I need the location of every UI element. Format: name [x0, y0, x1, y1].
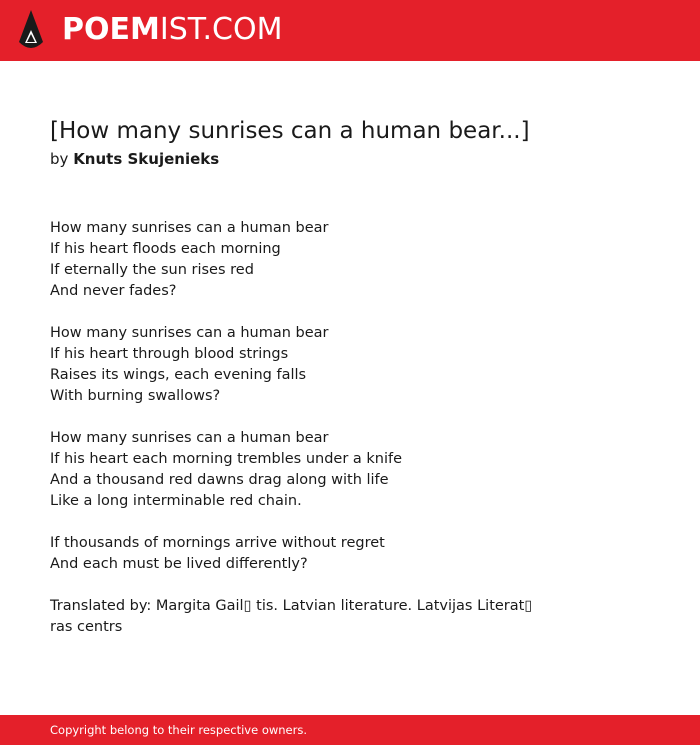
stanza	[50, 323, 570, 407]
poem-line: If eternally the sun rises red	[50, 262, 254, 278]
stanza	[50, 533, 570, 575]
copyright-text: Copyright belong to their respective owners.	[50, 723, 308, 737]
poem-line: If his heart each morning trembles under a knife	[50, 451, 403, 467]
poem-title: [How many sunrises can a human bear...]	[50, 118, 530, 144]
byline	[50, 148, 219, 170]
site-header	[0, 0, 700, 61]
poem-line: How many sunrises can a human bear	[50, 325, 329, 341]
by-label: by	[50, 150, 69, 168]
poem-line: And each must be lived differently?	[50, 556, 308, 572]
poem-line: How many sunrises can a human bear	[50, 430, 329, 446]
translation-credit: Translated by: Margita Gail▯ tis. Latvian literature. Latvijas Literat▯ ras centrs	[50, 598, 533, 635]
logo-light-text: IST.COM	[159, 12, 283, 47]
poem-line: If his heart floods each morning	[50, 241, 281, 257]
poem-line: And a thousand red dawns drag along with life	[50, 472, 389, 488]
poem-line: Like a long interminable red chain.	[50, 493, 302, 509]
poem-line: If thousands of mornings arrive without regret	[50, 535, 385, 551]
logo-bold-text: POEM	[62, 12, 160, 47]
poem-line: If his heart through blood strings	[50, 346, 289, 362]
poem-body	[50, 218, 570, 638]
poem-line: How many sunrises can a human bear	[50, 220, 329, 236]
poem-line: Raises its wings, each evening falls	[50, 367, 307, 383]
stanza	[50, 218, 570, 302]
site-footer	[0, 715, 700, 745]
pencil-icon[interactable]	[17, 10, 45, 52]
author-name: Knuts Skujenieks	[73, 150, 220, 168]
site-logo[interactable]	[62, 12, 282, 48]
stanza	[50, 428, 570, 512]
poem-line: With burning swallows?	[50, 388, 221, 404]
poem-line: And never fades?	[50, 283, 177, 299]
